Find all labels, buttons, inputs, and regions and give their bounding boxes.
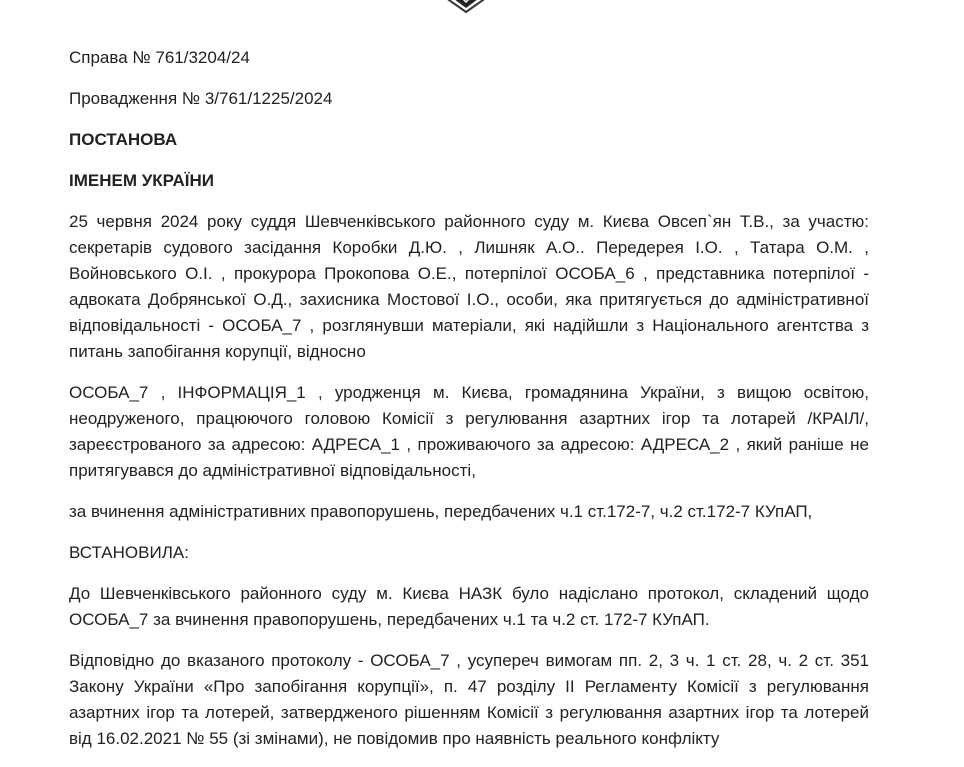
coat-of-arms-emblem (428, 0, 504, 16)
resolution-title: ПОСТАНОВА (69, 130, 178, 149)
paragraph-court-composition: 25 червня 2024 року суддя Шевченківського районного суду м. Києва Овсеп`ян Т.В., за участю: секретарів судового засідання Коробки Д.Ю. , Лишняк А.О.. Передерея І.О. , Татара О.М. , Войновського О.І. , прокурора Прокопова О.Е., потерпілої ОСОБА_6 , представника потерпілої - адвоката Добрянської О.Д., захисника Мостової І.О., особи, яка притягується до адміністративної відповідальності - ОСОБА_7 , розглянувши матеріали, які надійшли з Національного агентства з питань запобігання корупції, відносно (69, 212, 869, 361)
document-body (69, 45, 869, 767)
paragraph-protocol-details: Відповідно до вказаного протоколу - ОСОБА_7 , усупереч вимогам пп. 2, 3 ч. 1 ст. 28, ч. 2 ст. 351 Закону України «Про запобігання корупції», п. 47 розділу ІІ Регламенту Комісії з регулювання азартних ігор та лотерей, затвердженого рішенням Комісії з регулювання азартних ігор та лотерей від 16.02.2021 № 55 (зі змінами), не повідомив про наявність реального конфлікту (69, 651, 869, 748)
paragraph-person-details: ОСОБА_7 , ІНФОРМАЦІЯ_1 , уродженця м. Києва, громадянина України, з вищою освітою, неодруженого, працюючого головою Комісії з регулювання азартних ігор та лотарей /КРАІЛ/, зареєстрованого за адресою: АДРЕСА_1 , проживаючого за адресою: АДРЕСА_2 , який раніше не притягувався до адміністративної відповідальності, (69, 383, 869, 480)
case-number: Справа № 761/3204/24 (69, 48, 250, 67)
in-the-name-heading: ІМЕНЕМ УКРАЇНИ (69, 171, 214, 190)
paragraph-charges: за вчинення адміністративних правопорушень, передбачених ч.1 ст.172-7, ч.2 ст.172-7 КУпАП, (69, 502, 813, 521)
established-heading: ВСТАНОВИЛА: (69, 543, 189, 562)
paragraph-protocol: До Шевченківського районного суду м. Києва НАЗК було надіслано протокол, складений щодо ОСОБА_7 за вчинення правопорушень, передбачених ч.1 та ч.2 ст. 172-7 КУпАП. (69, 584, 869, 629)
proceeding-number: Провадження № 3/761/1225/2024 (69, 89, 333, 108)
